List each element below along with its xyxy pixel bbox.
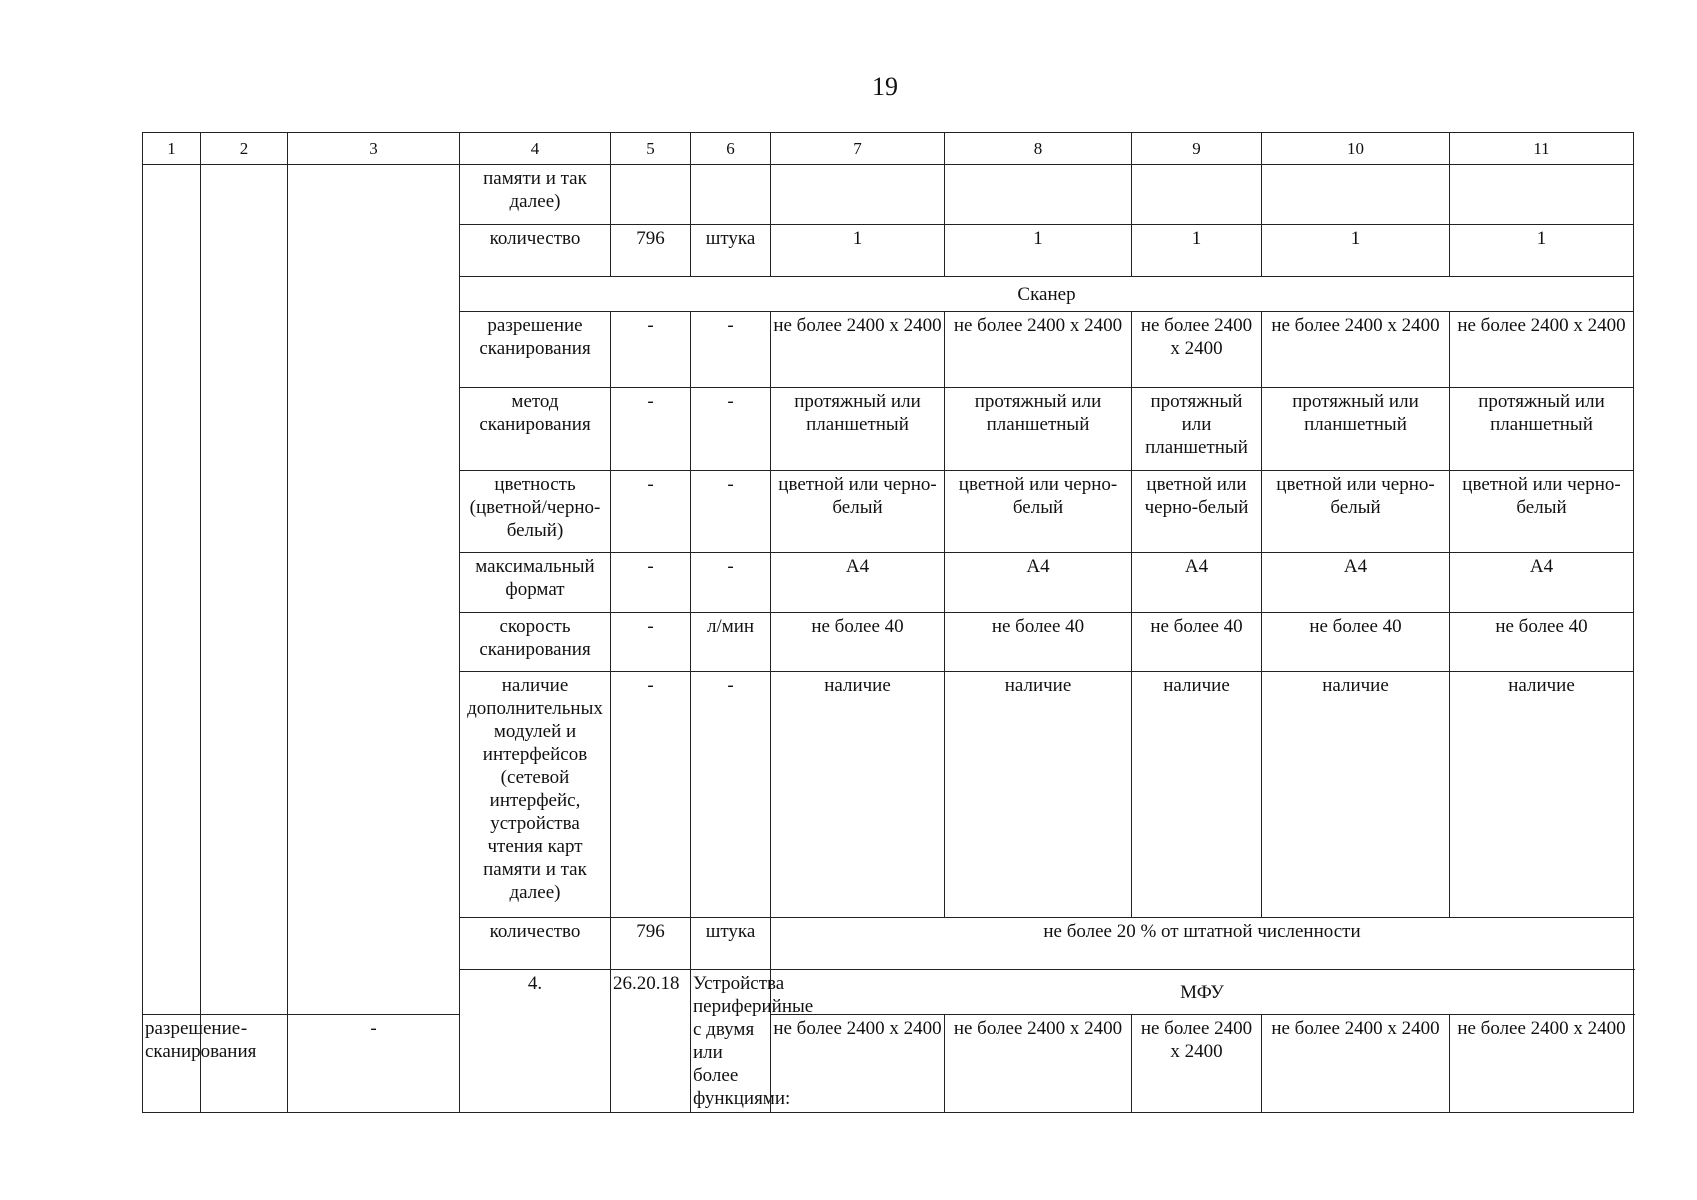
value-cell: не более 2400 х 2400: [1450, 1015, 1634, 1113]
item-title-cell: [288, 165, 460, 1015]
page-number: 19: [872, 72, 898, 101]
characteristic-name: количество: [460, 225, 611, 277]
item-title: Устройства периферийные с двумя или более функциями:: [691, 970, 771, 1113]
value-cell: цветной или черно-белый: [1262, 471, 1450, 553]
value-cell: 1: [1132, 225, 1262, 277]
characteristic-name: разрешение сканирования: [460, 312, 611, 388]
section-title-mfu: МФУ: [771, 970, 1634, 1015]
section-title-scanner: Сканер: [460, 277, 1634, 312]
value-cell: не более 2400 х 2400: [771, 1015, 945, 1113]
unit-name: -: [691, 672, 771, 918]
column-number: 8: [945, 133, 1132, 165]
value-cell: 1: [945, 225, 1132, 277]
column-number: 4: [460, 133, 611, 165]
value-cell: 1: [771, 225, 945, 277]
value-cell: цветной или черно-белый: [945, 471, 1132, 553]
value-cell: [1262, 165, 1450, 225]
unit-name: штука: [691, 918, 771, 970]
column-number: 1: [143, 133, 201, 165]
characteristic-name: наличие дополнительных модулей и интерфейсов (сетевой интерфейс, устройства чтения карт памяти и так далее): [460, 672, 611, 918]
table-row: [143, 1015, 1634, 1113]
unit-name: -: [691, 471, 771, 553]
value-cell: цветной или черно-белый: [1450, 471, 1634, 553]
column-number: 11: [1450, 133, 1634, 165]
value-cell: не более 40: [1262, 613, 1450, 672]
characteristic-name: памяти и так далее): [460, 165, 611, 225]
value-cell: протяжный или планшетный: [1450, 388, 1634, 471]
table-row: [143, 165, 1634, 225]
value-cell: протяжный или планшетный: [945, 388, 1132, 471]
value-cell: не более 2400 х 2400: [771, 312, 945, 388]
value-cell: наличие: [1262, 672, 1450, 918]
okei-code: -: [611, 613, 691, 672]
value-cell: протяжный или планшетный: [771, 388, 945, 471]
column-number: 7: [771, 133, 945, 165]
okei-code: -: [611, 471, 691, 553]
value-cell: 1: [1262, 225, 1450, 277]
okei-code: 796: [611, 225, 691, 277]
value-cell: А4: [945, 553, 1132, 613]
value-cell: не более 2400 х 2400: [1450, 312, 1634, 388]
okei-code: -: [611, 388, 691, 471]
value-cell: [771, 165, 945, 225]
value-cell: протяжный или планшетный: [1132, 388, 1262, 471]
quantity-norm: не более 20 % от штатной численности: [771, 918, 1634, 970]
value-cell: А4: [1132, 553, 1262, 613]
value-cell: А4: [771, 553, 945, 613]
item-number: 4.: [460, 970, 611, 1113]
column-number: 3: [288, 133, 460, 165]
okei-code: 796: [611, 918, 691, 970]
characteristic-name: количество: [460, 918, 611, 970]
specification-table: [142, 132, 1634, 1113]
value-cell: [1132, 165, 1262, 225]
unit-name: -: [691, 553, 771, 613]
okei-code: -: [611, 553, 691, 613]
characteristic-name: цветность (цветной/черно-белый): [460, 471, 611, 553]
value-cell: [1450, 165, 1634, 225]
unit-name: -: [288, 1015, 460, 1113]
value-cell: протяжный или планшетный: [1262, 388, 1450, 471]
column-number: 10: [1262, 133, 1450, 165]
value-cell: наличие: [1450, 672, 1634, 918]
column-number: 6: [691, 133, 771, 165]
value-cell: наличие: [1132, 672, 1262, 918]
value-cell: А4: [1262, 553, 1450, 613]
okei-code: [611, 165, 691, 225]
value-cell: не более 40: [945, 613, 1132, 672]
value-cell: наличие: [771, 672, 945, 918]
okei-code: -: [611, 672, 691, 918]
value-cell: цветной или черно-белый: [1132, 471, 1262, 553]
value-cell: не более 2400 х 2400: [1262, 1015, 1450, 1113]
column-number: 9: [1132, 133, 1262, 165]
unit-name: -: [691, 388, 771, 471]
value-cell: не более 2400 х 2400: [1132, 1015, 1262, 1113]
value-cell: наличие: [945, 672, 1132, 918]
unit-name: штука: [691, 225, 771, 277]
value-cell: А4: [1450, 553, 1634, 613]
okpd-code-cell: [201, 165, 288, 1015]
value-cell: [945, 165, 1132, 225]
characteristic-name: разрешение сканирования: [143, 1015, 201, 1113]
value-cell: не более 2400 х 2400: [945, 312, 1132, 388]
value-cell: не более 40: [1450, 613, 1634, 672]
value-cell: не более 40: [1132, 613, 1262, 672]
unit-name: [691, 165, 771, 225]
unit-name: л/мин: [691, 613, 771, 672]
okei-code: -: [201, 1015, 288, 1113]
unit-name: -: [691, 312, 771, 388]
characteristic-name: скорость сканирования: [460, 613, 611, 672]
characteristic-name: метод сканирования: [460, 388, 611, 471]
okpd-code: 26.20.18: [611, 970, 691, 1113]
characteristic-name: максимальный формат: [460, 553, 611, 613]
okei-code: -: [611, 312, 691, 388]
item-number-cell: [143, 165, 201, 1015]
value-cell: не более 40: [771, 613, 945, 672]
value-cell: цветной или черно-белый: [771, 471, 945, 553]
value-cell: 1: [1450, 225, 1634, 277]
value-cell: не более 2400 х 2400: [1262, 312, 1450, 388]
column-number: 2: [201, 133, 288, 165]
value-cell: не более 2400 х 2400: [945, 1015, 1132, 1113]
column-number-row: [143, 133, 1634, 165]
column-number: 5: [611, 133, 691, 165]
value-cell: не более 2400 х 2400: [1132, 312, 1262, 388]
